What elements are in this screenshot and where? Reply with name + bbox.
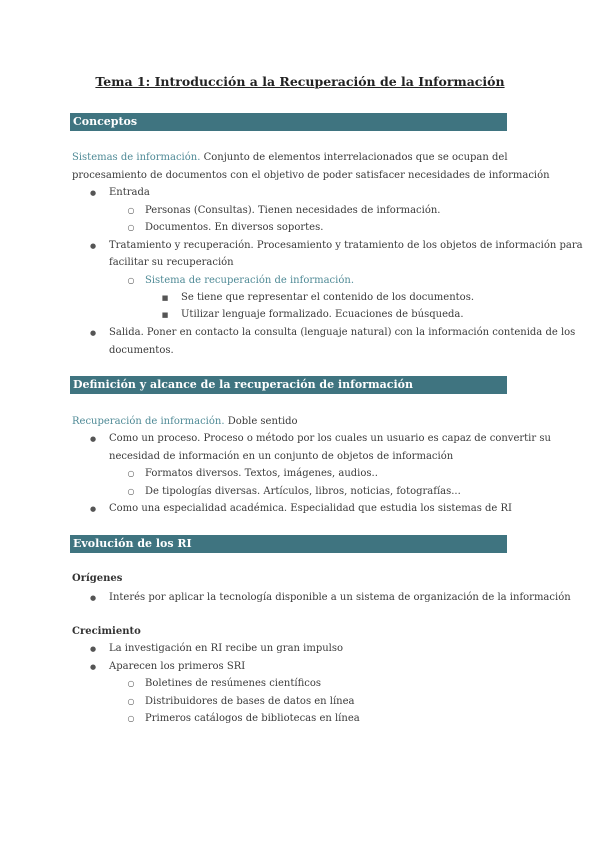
list-item-personas: Personas (Consultas). Tienen necesidades de información. (145, 205, 441, 216)
list-item-boletines: Boletines de resúmenes científicos (145, 678, 322, 689)
bullet-circle-icon (126, 221, 136, 235)
bullet-square-icon (160, 308, 170, 322)
bullet-disc-icon (88, 186, 98, 200)
list-item-aparecen: Aparecen los primeros SRI (109, 661, 246, 672)
term-text: Doble sentido (224, 416, 298, 427)
section-heading-definicion: Definición y alcance de la recuperación de información (70, 376, 507, 394)
bullet-disc-icon (88, 326, 98, 340)
bullet-disc-icon (88, 660, 98, 674)
bullet-circle-icon (126, 677, 136, 691)
bullet-circle-icon (126, 485, 136, 499)
list-item-tratamiento-cont: facilitar su recuperación (109, 257, 234, 268)
list-item-distribuidores: Distribuidores de bases de datos en línea (145, 696, 355, 707)
list-item-documentos: Documentos. En diversos soportes. (145, 222, 324, 233)
list-item-interes: Interés por aplicar la tecnología disponible a un sistema de organización de la información (109, 592, 571, 603)
bullet-circle-icon (126, 695, 136, 709)
list-item-formatos: Formatos diversos. Textos, imágenes, audios.. (145, 468, 378, 479)
list-item-salida-cont: documentos. (109, 345, 174, 356)
list-item-especialidad: Como una especialidad académica. Especialidad que estudia los sistemas de RI (109, 503, 512, 514)
list-item-tipologias: De tipologías diversas. Artículos, libros, noticias, fotografías... (145, 486, 461, 497)
section-heading-conceptos: Conceptos (70, 113, 507, 131)
term-recuperacion-informacion: Recuperación de información. (72, 416, 225, 427)
bullet-circle-icon (126, 204, 136, 218)
list-item-salida: Salida. Poner en contacto la consulta (lenguaje natural) con la información contenida de los (109, 327, 576, 338)
list-item-proceso: Como un proceso. Proceso o método por los cuales un usuario es capaz de convertir su (109, 433, 551, 444)
list-item-lenguaje: Utilizar lenguaje formalizado. Ecuaciones de búsqueda. (181, 309, 464, 320)
list-item-investigacion: La investigación en RI recibe un gran impulso (109, 643, 344, 654)
bullet-disc-icon (88, 432, 98, 446)
bullet-disc-icon (88, 502, 98, 516)
bullet-circle-icon (126, 712, 136, 726)
bullet-circle-icon (126, 467, 136, 481)
bullet-disc-icon (88, 591, 98, 605)
bullet-square-icon (160, 291, 170, 305)
document-title: Tema 1: Introducción a la Recuperación de la Información (95, 74, 505, 89)
subheading-crecimiento: Crecimiento (72, 626, 141, 637)
intro-text-1: Conjunto de elementos interrelacionados que se ocupan del (200, 152, 508, 163)
bullet-disc-icon (88, 239, 98, 253)
bullet-circle-icon (126, 274, 136, 288)
section-heading-evolucion: Evolución de los RI (70, 535, 507, 553)
bullet-disc-icon (88, 642, 98, 656)
list-item-catalogos: Primeros catálogos de bibliotecas en línea (145, 713, 360, 724)
list-item-entrada: Entrada (109, 187, 150, 198)
intro-text-2: procesamiento de documentos con el objetivo de poder satisfacer necesidades de información (72, 170, 550, 181)
paragraph-sistemas (72, 151, 508, 165)
term-sistemas-informacion: Sistemas de información. (72, 152, 201, 163)
subheading-origenes: Orígenes (72, 573, 123, 584)
paragraph-recuperacion (72, 415, 298, 429)
list-item-representar: Se tiene que representar el contenido de los documentos. (181, 292, 474, 303)
list-item-proceso-cont: necesidad de información en un conjunto de objetos de información (109, 451, 454, 462)
list-item-sri: Sistema de recuperación de información. (145, 275, 354, 286)
list-item-tratamiento: Tratamiento y recuperación. Procesamiento y tratamiento de los objetos de información para (109, 240, 583, 251)
